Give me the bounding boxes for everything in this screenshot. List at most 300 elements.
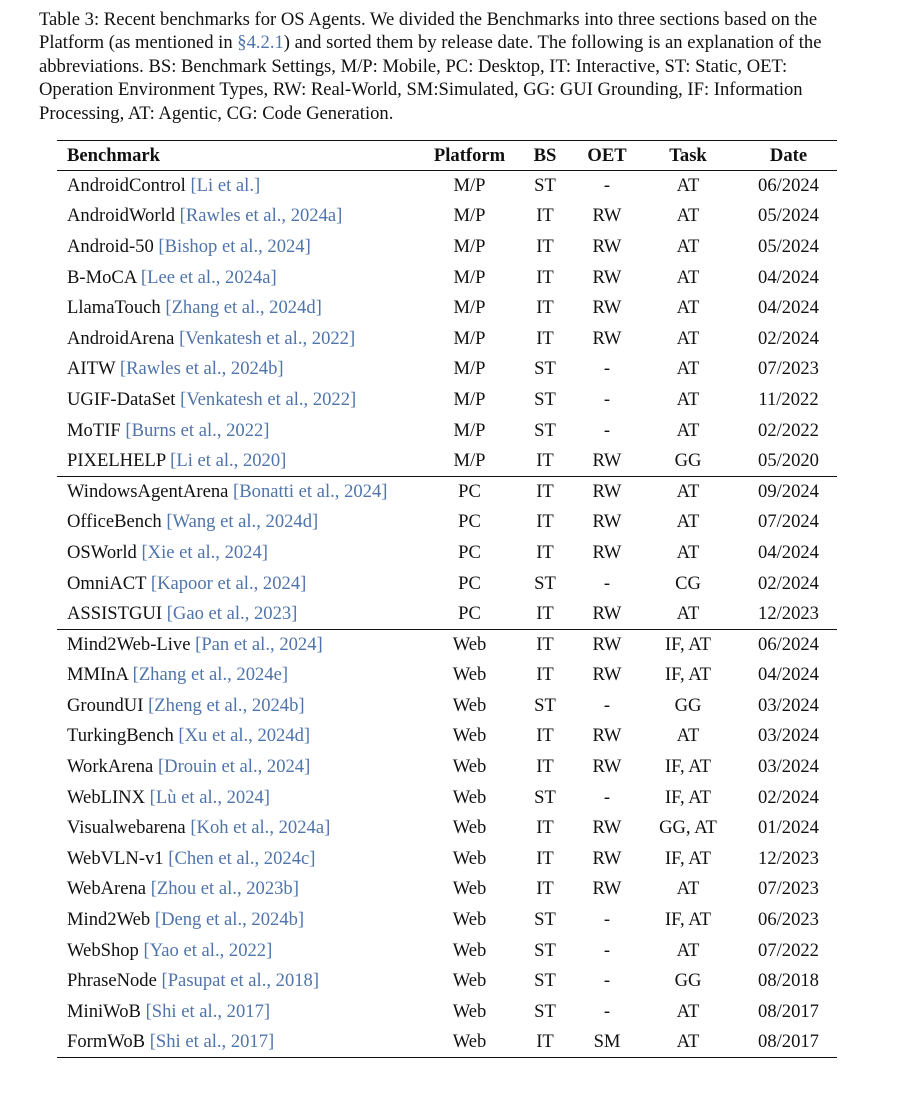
cell-benchmark [57, 476, 427, 507]
citation-link[interactable]: [Zhang et al., 2024e] [132, 664, 289, 686]
benchmarks-table [57, 140, 837, 1058]
cell-benchmark [57, 629, 427, 660]
citation-link[interactable]: [Deng et al., 2024b] [154, 909, 305, 931]
citation-authors: Koh et al. [196, 817, 270, 839]
benchmark-name: MiniWoB [67, 1000, 141, 1022]
cell-platform: Web [452, 847, 487, 869]
cell-benchmark [57, 935, 427, 966]
cell-date: 06/2024 [758, 175, 819, 197]
citation-year: 2022 [226, 419, 264, 441]
cell-task: AT [676, 541, 700, 563]
table-header-row [57, 141, 837, 171]
cell-task: IF, AT [664, 664, 712, 686]
cell-bs: IT [512, 1027, 578, 1058]
cell-benchmark [57, 446, 427, 477]
citation-link[interactable]: [Wang et al., 2024d] [166, 511, 319, 533]
citation-year: 2017 [230, 1031, 268, 1053]
citation-authors: Drouin et al. [164, 756, 258, 778]
cell-bs: IT [536, 297, 554, 319]
cell-date: 07/2023 [758, 878, 819, 900]
table-row [57, 538, 837, 569]
citation-link[interactable]: [Koh et al., 2024a] [190, 817, 331, 839]
table-row [57, 935, 837, 966]
citation-authors: Venkatesh et al. [185, 327, 303, 349]
citation-separator: , [248, 725, 258, 747]
citation-separator: , [217, 786, 227, 808]
cell-task: AT [676, 235, 700, 257]
citation-year: 2024 [267, 235, 305, 257]
benchmark-name: Mind2Web-Live [67, 633, 191, 655]
cell-bs: IT [536, 878, 554, 900]
cell-benchmark [57, 721, 427, 752]
cell-task: CG [675, 572, 701, 594]
citation-separator: , [256, 511, 266, 533]
citation-authors: Wang et al. [172, 511, 257, 533]
cell-oet: - [603, 970, 611, 992]
citation-link[interactable]: [Gao et al., 2023] [166, 602, 298, 624]
section-reference-link[interactable]: §4.2.1 [237, 32, 284, 54]
cell-platform: PC [427, 476, 512, 507]
cell-oet: - [603, 786, 611, 808]
cell-oet: - [603, 358, 611, 380]
cell-date: 11/2022 [758, 388, 819, 410]
cell-bs: IT [536, 817, 554, 839]
cell-bs: IT [536, 847, 554, 869]
cell-benchmark [57, 660, 427, 691]
citation-authors: Shi et al. [155, 1031, 222, 1053]
cell-bs: IT [536, 541, 554, 563]
cell-benchmark [57, 691, 427, 722]
citation-year: 2024 [226, 786, 264, 808]
citation-link[interactable]: [Rawles et al., 2024b] [119, 358, 284, 380]
citation-year: 2024 [266, 756, 305, 778]
citation-link[interactable]: [Xu et al., 2024d] [178, 725, 311, 747]
citation-separator: , [259, 297, 270, 319]
header-task: Task [636, 141, 740, 171]
citation-authors: Zhang et al. [138, 664, 228, 686]
citation-authors: Lee et al. [147, 266, 216, 288]
citation-authors: Li et al. [196, 175, 254, 197]
cell-benchmark [57, 232, 427, 263]
citation-separator: , [221, 1031, 231, 1053]
cell-benchmark [57, 966, 427, 997]
cell-benchmark [57, 1027, 427, 1058]
citation-link[interactable]: [Chen et al., 2024c] [168, 847, 316, 869]
cell-bs: IT [536, 327, 554, 349]
cell-platform: PC [458, 511, 481, 533]
cell-date: 09/2024 [740, 476, 837, 507]
cell-platform: Web [452, 756, 487, 778]
citation-authors: Li et al. [176, 449, 234, 471]
table-row [57, 844, 837, 875]
citation-link[interactable]: [Bishop et al., 2024] [158, 235, 311, 257]
cell-benchmark [57, 201, 427, 232]
cell-bs: IT [536, 756, 554, 778]
citation-authors: Venkatesh et al. [186, 388, 304, 410]
citation-authors: Rawles et al. [185, 205, 282, 227]
cell-task: AT [676, 419, 700, 441]
cell-platform: Web [427, 1027, 512, 1058]
table-row [57, 691, 837, 722]
cell-benchmark [57, 262, 427, 293]
citation-separator: , [266, 970, 276, 992]
cell-bs: ST [534, 175, 556, 197]
citation-link[interactable]: [Bonatti et al., 2024] [233, 480, 388, 502]
citation-link[interactable]: [Venkatesh et al., 2022] [179, 327, 356, 349]
cell-benchmark [57, 171, 427, 202]
cell-platform: M/P [453, 419, 486, 441]
benchmark-name: WebVLN-v1 [67, 847, 164, 869]
table-row [57, 385, 837, 416]
benchmark-name: B-MoCA [67, 266, 137, 288]
table-row [57, 232, 837, 263]
header-oet: OET [578, 141, 636, 171]
table-row [57, 629, 837, 660]
cell-platform: M/P [453, 327, 486, 349]
cell-date: 06/2024 [740, 629, 837, 660]
citation-authors: Zhou et al. [156, 878, 237, 900]
citation-separator: , [242, 909, 252, 931]
citation-separator: , [254, 847, 264, 869]
cell-date: 07/2022 [758, 939, 819, 961]
table-row [57, 568, 837, 599]
cell-task: AT [676, 511, 700, 533]
cell-oet: RW [592, 449, 622, 471]
cell-task: AT [636, 476, 740, 507]
cell-date: 03/2024 [758, 756, 819, 778]
cell-date: 04/2024 [758, 541, 819, 563]
citation-authors: Lù et al. [155, 786, 218, 808]
citation-separator: , [253, 572, 263, 594]
citation-separator: , [217, 1000, 227, 1022]
cell-date: 01/2024 [758, 817, 819, 839]
citation-year: 2024 [279, 633, 317, 655]
cell-oet: RW [592, 297, 622, 319]
cell-bs: IT [536, 511, 554, 533]
citation-year: 2022 [312, 388, 350, 410]
citation-authors: Bishop et al. [164, 235, 259, 257]
cell-platform: M/P [453, 449, 486, 471]
cell-task: GG [674, 449, 702, 471]
cell-oet: RW [592, 327, 622, 349]
citation-link[interactable]: [Venkatesh et al., 2022] [180, 388, 357, 410]
citation-link[interactable]: [Pasupat et al., 2018] [161, 970, 320, 992]
cell-date: 08/2017 [740, 1027, 837, 1058]
caption-label: Table 3: [39, 9, 100, 30]
table-row [57, 323, 837, 354]
benchmark-name: AndroidWorld [67, 205, 175, 227]
table-row [57, 599, 837, 630]
cell-task: AT [676, 266, 700, 288]
citation-separator: , [303, 388, 313, 410]
cell-date: 02/2024 [758, 327, 819, 349]
citation-authors: Shi et al. [151, 1000, 218, 1022]
cell-oet: RW [592, 541, 622, 563]
cell-benchmark [57, 538, 427, 569]
cell-platform: PC [458, 572, 481, 594]
cell-benchmark [57, 782, 427, 813]
table-row [57, 507, 837, 538]
cell-task: AT [676, 878, 700, 900]
table-row [57, 293, 837, 324]
table-row [57, 813, 837, 844]
table-row [57, 966, 837, 997]
cell-date: 03/2024 [758, 694, 819, 716]
table-row [57, 660, 837, 691]
citation-authors: Deng et al. [161, 909, 243, 931]
cell-task: IF, AT [664, 756, 712, 778]
cell-benchmark [57, 874, 427, 905]
citation-year: 2023b [246, 878, 293, 900]
citation-year: 2024b [230, 358, 278, 380]
cell-benchmark [57, 752, 427, 783]
table-row [57, 1027, 837, 1058]
cell-date: 05/2020 [758, 449, 819, 471]
cell-task: AT [676, 297, 700, 319]
benchmark-name: ASSISTGUI [67, 602, 163, 624]
citation-link[interactable]: [Shi et al., 2017] [149, 1031, 275, 1053]
cell-oet: RW [592, 235, 622, 257]
cell-platform: Web [452, 878, 487, 900]
header-date: Date [740, 141, 837, 171]
citation-authors: Bonatti et al. [239, 480, 335, 502]
benchmark-name: WindowsAgentArena [67, 480, 229, 502]
cell-oet: RW [592, 511, 622, 533]
table-row [57, 446, 837, 477]
table-row [57, 752, 837, 783]
cell-task: IF, AT [664, 847, 712, 869]
citation-year: 2024c [263, 847, 310, 869]
cell-platform: M/P [453, 297, 486, 319]
cell-date: 03/2024 [758, 725, 819, 747]
cell-benchmark [57, 599, 427, 630]
cell-platform: PC [458, 602, 481, 624]
cell-task: GG, AT [659, 817, 717, 839]
table-row [57, 354, 837, 385]
citation-authors: Chen et al. [174, 847, 255, 869]
cell-benchmark [57, 813, 427, 844]
table-row [57, 997, 837, 1028]
cell-oet: - [603, 1000, 611, 1022]
citation-authors: Pasupat et al. [167, 970, 267, 992]
cell-oet: RW [592, 756, 622, 778]
citation-separator: , [269, 817, 279, 839]
cell-oet: - [603, 175, 611, 197]
cell-date: 08/2017 [758, 1000, 819, 1022]
citation-year: 2024d [269, 297, 316, 319]
header-bs: BS [512, 141, 578, 171]
cell-benchmark [57, 507, 427, 538]
citation-year: 2024a [290, 205, 337, 227]
cell-platform: M/P [453, 205, 486, 227]
cell-bs: ST [534, 1000, 556, 1022]
citation-separator: , [221, 358, 231, 380]
citation-authors: Kapoor et al. [157, 572, 254, 594]
cell-oet: - [603, 419, 611, 441]
citation-link[interactable]: [Drouin et al., 2024] [157, 756, 311, 778]
table-row [57, 415, 837, 446]
cell-date: 05/2024 [758, 235, 819, 257]
cell-platform: Web [452, 970, 487, 992]
cell-task: IF, AT [664, 786, 712, 808]
cell-task: AT [676, 175, 700, 197]
citation-year: 2024d [257, 725, 304, 747]
cell-bs: ST [534, 786, 556, 808]
cell-oet: - [603, 572, 611, 594]
cell-task: IF, AT [636, 629, 740, 660]
benchmark-name: PIXELHELP [67, 449, 166, 471]
cell-oet: - [603, 939, 611, 961]
cell-platform: Web [452, 817, 487, 839]
citation-year: 2024 [224, 541, 262, 563]
cell-date: 04/2024 [758, 664, 819, 686]
cell-date: 02/2022 [758, 419, 819, 441]
citation-link[interactable]: [Zheng et al., 2024b] [148, 694, 305, 716]
cell-bs: IT [512, 629, 578, 660]
citation-separator: , [227, 664, 237, 686]
table-body [57, 171, 837, 1058]
citation-year: 2024a [225, 266, 271, 288]
cell-platform: M/P [453, 175, 486, 197]
cell-platform: M/P [453, 388, 486, 410]
cell-task: AT [676, 1000, 700, 1022]
cell-task: GG [674, 694, 702, 716]
cell-benchmark [57, 293, 427, 324]
cell-oet: - [603, 694, 611, 716]
cell-bs: ST [534, 388, 556, 410]
table-row [57, 874, 837, 905]
cell-platform: PC [458, 541, 481, 563]
citation-separator: , [270, 633, 280, 655]
citation-separator: , [215, 541, 225, 563]
citation-year: 2024e [236, 664, 282, 686]
citation-year: 2022 [228, 939, 267, 961]
cell-bs: ST [534, 358, 556, 380]
cell-date: 04/2024 [758, 266, 819, 288]
cell-task: AT [676, 939, 700, 961]
cell-bs: IT [536, 205, 554, 227]
benchmark-name: OSWorld [67, 541, 137, 563]
cell-task: AT [676, 358, 700, 380]
citation-authors: Burns et al. [131, 419, 217, 441]
citation-separator: , [216, 419, 227, 441]
citation-authors: Zhang et al. [171, 297, 260, 319]
benchmark-name: AITW [67, 358, 116, 380]
table-row [57, 201, 837, 232]
cell-benchmark [57, 844, 427, 875]
citation-separator: , [258, 235, 268, 257]
citation-link[interactable]: [Rawles et al., 2024a] [179, 205, 343, 227]
cell-date: 02/2024 [758, 786, 819, 808]
citation-year: 2020 [242, 449, 281, 471]
benchmark-name: TurkingBench [67, 725, 174, 747]
cell-date: 07/2023 [758, 358, 819, 380]
citation-separator: , [233, 449, 243, 471]
cell-benchmark [57, 905, 427, 936]
citation-link[interactable]: [Li et al., 2020] [170, 449, 287, 471]
benchmark-name: OmniACT [67, 572, 147, 594]
citation-separator: , [302, 327, 312, 349]
cell-date: 08/2018 [758, 970, 819, 992]
cell-oet: RW [592, 725, 622, 747]
cell-oet: SM [578, 1027, 636, 1058]
cell-task: AT [676, 602, 700, 624]
cell-date: 07/2024 [758, 511, 819, 533]
citation-year: 2018 [275, 970, 313, 992]
benchmark-name: MoTIF [67, 419, 121, 441]
citation-link[interactable]: [Zhou et al., 2023b] [150, 878, 299, 900]
citation-year: 2023 [253, 602, 292, 624]
benchmark-name: WebArena [67, 878, 147, 900]
cell-task: AT [676, 205, 700, 227]
citation-separator: , [215, 266, 226, 288]
citation-year: 2024b [251, 694, 299, 716]
cell-bs: IT [536, 725, 554, 747]
cell-benchmark [57, 385, 427, 416]
benchmark-name: Mind2Web [67, 909, 151, 931]
citation-link[interactable]: [Lee et al., 2024a] [140, 266, 277, 288]
citation-link[interactable]: [Kapoor et al., 2024] [150, 572, 307, 594]
cell-date: 02/2024 [758, 572, 819, 594]
cell-benchmark [57, 997, 427, 1028]
citation-separator: , [244, 602, 254, 624]
cell-platform: M/P [453, 358, 486, 380]
cell-benchmark [57, 323, 427, 354]
header-benchmark: Benchmark [57, 141, 427, 171]
citation-link[interactable]: [Shi et al., 2017] [145, 1000, 271, 1022]
citation-year: 2024d [265, 511, 312, 533]
citation-link[interactable]: [Zhang et al., 2024d] [165, 297, 322, 319]
citation-separator: , [334, 480, 345, 502]
cell-platform: Web [452, 786, 487, 808]
cell-oet: - [603, 388, 611, 410]
cell-bs: ST [534, 939, 556, 961]
table-row [57, 782, 837, 813]
benchmark-name: PhraseNode [67, 970, 157, 992]
cell-task: GG [674, 970, 702, 992]
cell-oet: RW [592, 266, 622, 288]
cell-platform: Web [452, 1000, 487, 1022]
citation-authors: Xu et al. [184, 725, 249, 747]
cell-platform: Web [427, 629, 512, 660]
citation-link[interactable]: [Xie et al., 2024] [141, 541, 268, 563]
citation-separator: , [281, 205, 291, 227]
citation-separator: , [236, 878, 247, 900]
citation-year: 2017 [226, 1000, 264, 1022]
citation-link[interactable]: [Pan et al., 2024] [195, 633, 323, 655]
table-caption [39, 8, 861, 125]
cell-oet: RW [592, 847, 622, 869]
cell-date: 04/2024 [758, 297, 819, 319]
citation-link[interactable]: [Burns et al., 2022] [125, 419, 270, 441]
cell-oet: - [603, 909, 611, 931]
cell-bs: IT [536, 266, 554, 288]
citation-link[interactable]: [Lù et al., 2024] [149, 786, 270, 808]
cell-bs: ST [534, 694, 556, 716]
benchmark-name: Visualwebarena [67, 817, 186, 839]
table-row [57, 262, 837, 293]
citation-link[interactable]: [Yao et al., 2022] [143, 939, 273, 961]
cell-platform: Web [452, 939, 487, 961]
benchmark-name: MMInA [67, 664, 128, 686]
citation-authors: Xie et al. [147, 541, 216, 563]
table-row [57, 905, 837, 936]
cell-platform: Web [452, 664, 487, 686]
cell-date: 05/2024 [758, 205, 819, 227]
benchmark-name: UGIF-DataSet [67, 388, 176, 410]
cell-date: 12/2023 [758, 602, 819, 624]
citation-link[interactable]: [Li et al.] [190, 175, 261, 197]
